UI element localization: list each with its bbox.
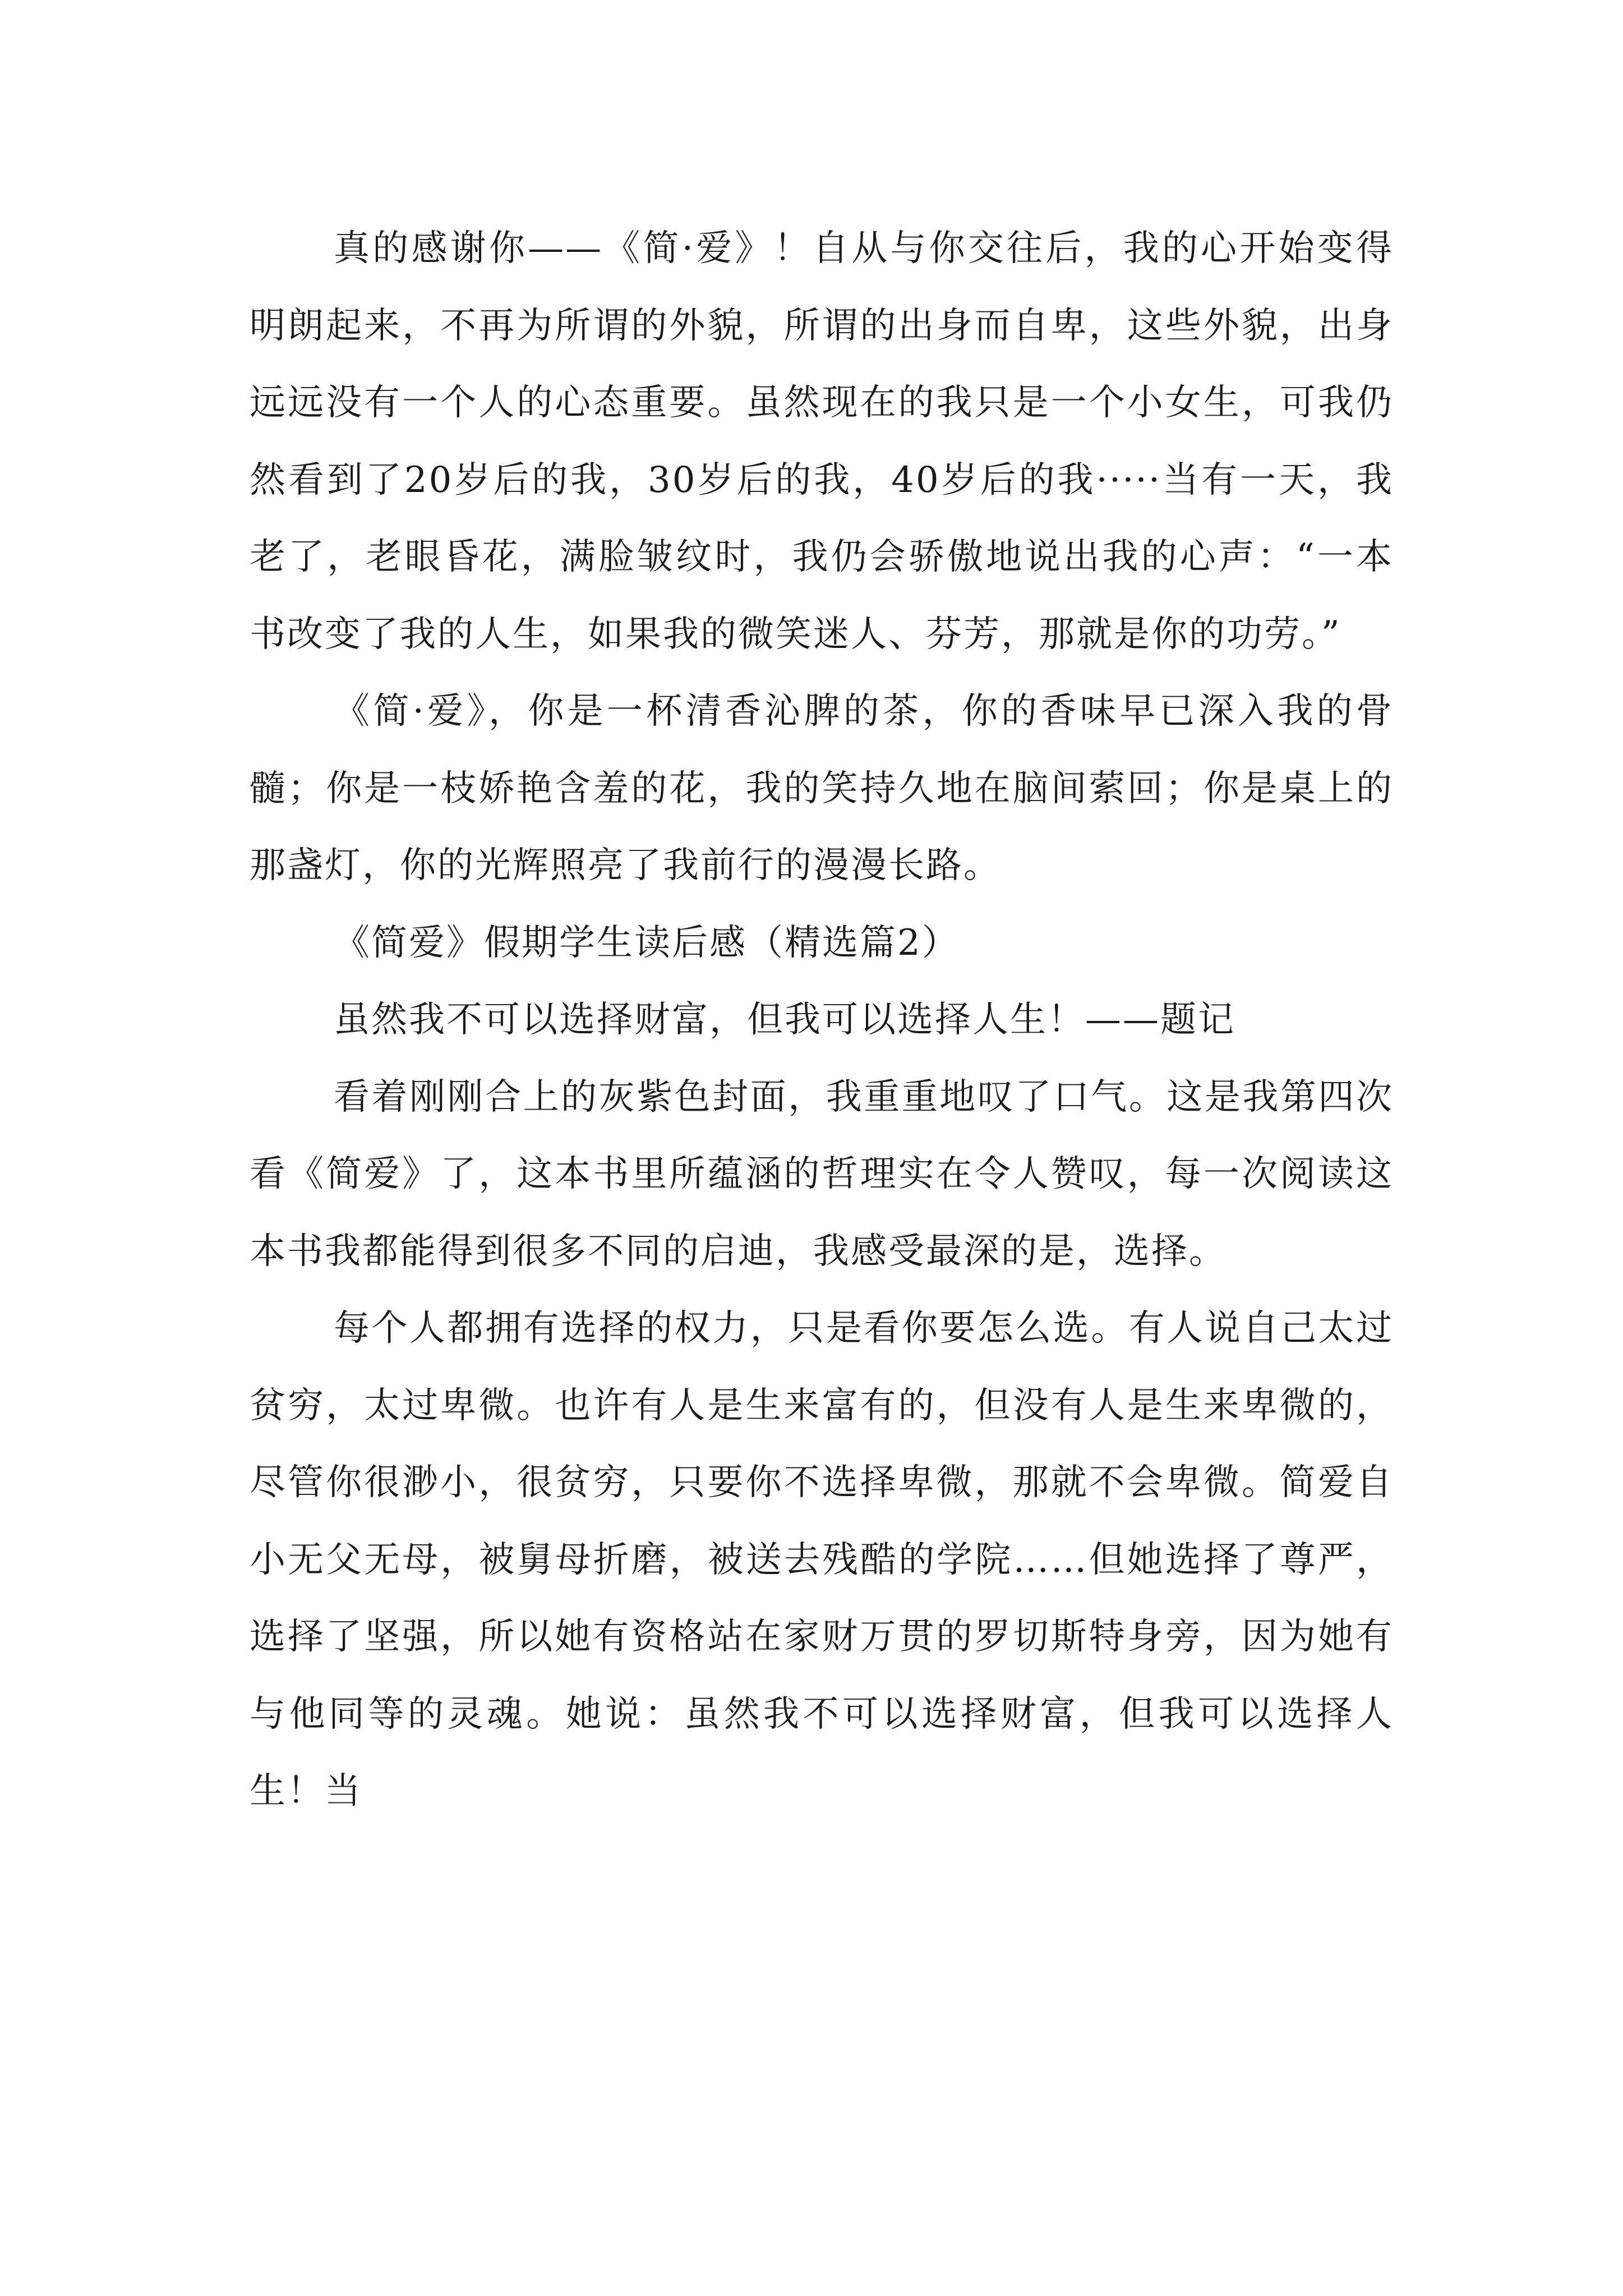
section-heading: 《简爱》假期学生读后感（精选篇2） bbox=[334, 922, 960, 964]
paragraph-1: 真的感谢你——《简·爱》！自从与你交往后，我的心开始变得明朗起来，不再为所谓的外貌，所谓的出身而自卑，这些外貌，出身远远没有一个人的心态重要。虽然现在的我只是一个小女生，可我仍然看到了20岁后的我，30岁后的我，40岁后的我·····当有一天，我老了，老眼昏花，满脸皱纹时，我仍会骄傲地说出我的心声：“一本书改变了我的人生，如果我的微笑迷人、芬芳，那就是你的功劳。” bbox=[250, 228, 1394, 655]
epigraph: 虽然我不可以选择财富，但我可以选择人生！——题记 bbox=[334, 999, 1235, 1041]
paragraph-4: 每个人都拥有选择的权力，只是看你要怎么选。有人说自己太过贫穷，太过卑微。也许有人是生来富有的，但没有人是生来卑微的，尽管你很渺小，很贫穷，只要你不选择卑微，那就不会卑微。简爱自小无父无母，被舅母折磨，被送去残酷的学院……但她选择了尊严，选择了坚强，所以她有资格站在家财万贯的罗切斯特身旁，因为她有与他同等的灵魂。她说：虽然我不可以选择财富，但我可以选择人生！当 bbox=[250, 1308, 1394, 1812]
paragraph-3: 看着刚刚合上的灰紫色封面，我重重地叹了口气。这是我第四次看《简爱》了，这本书里所蕴涵的哲理实在令人赞叹，每一次阅读这本书我都能得到很多不同的启迪，我感受最深的是，选择。 bbox=[250, 1076, 1394, 1272]
paragraph-2: 《简·爱》，你是一杯清香沁脾的茶，你的香味早已深入我的骨髓；你是一枝娇艳含羞的花，我的笑持久地在脑间萦回；你是桌上的那盏灯，你的光辉照亮了我前行的漫漫长路。 bbox=[250, 691, 1394, 886]
document-body bbox=[250, 210, 1394, 1830]
